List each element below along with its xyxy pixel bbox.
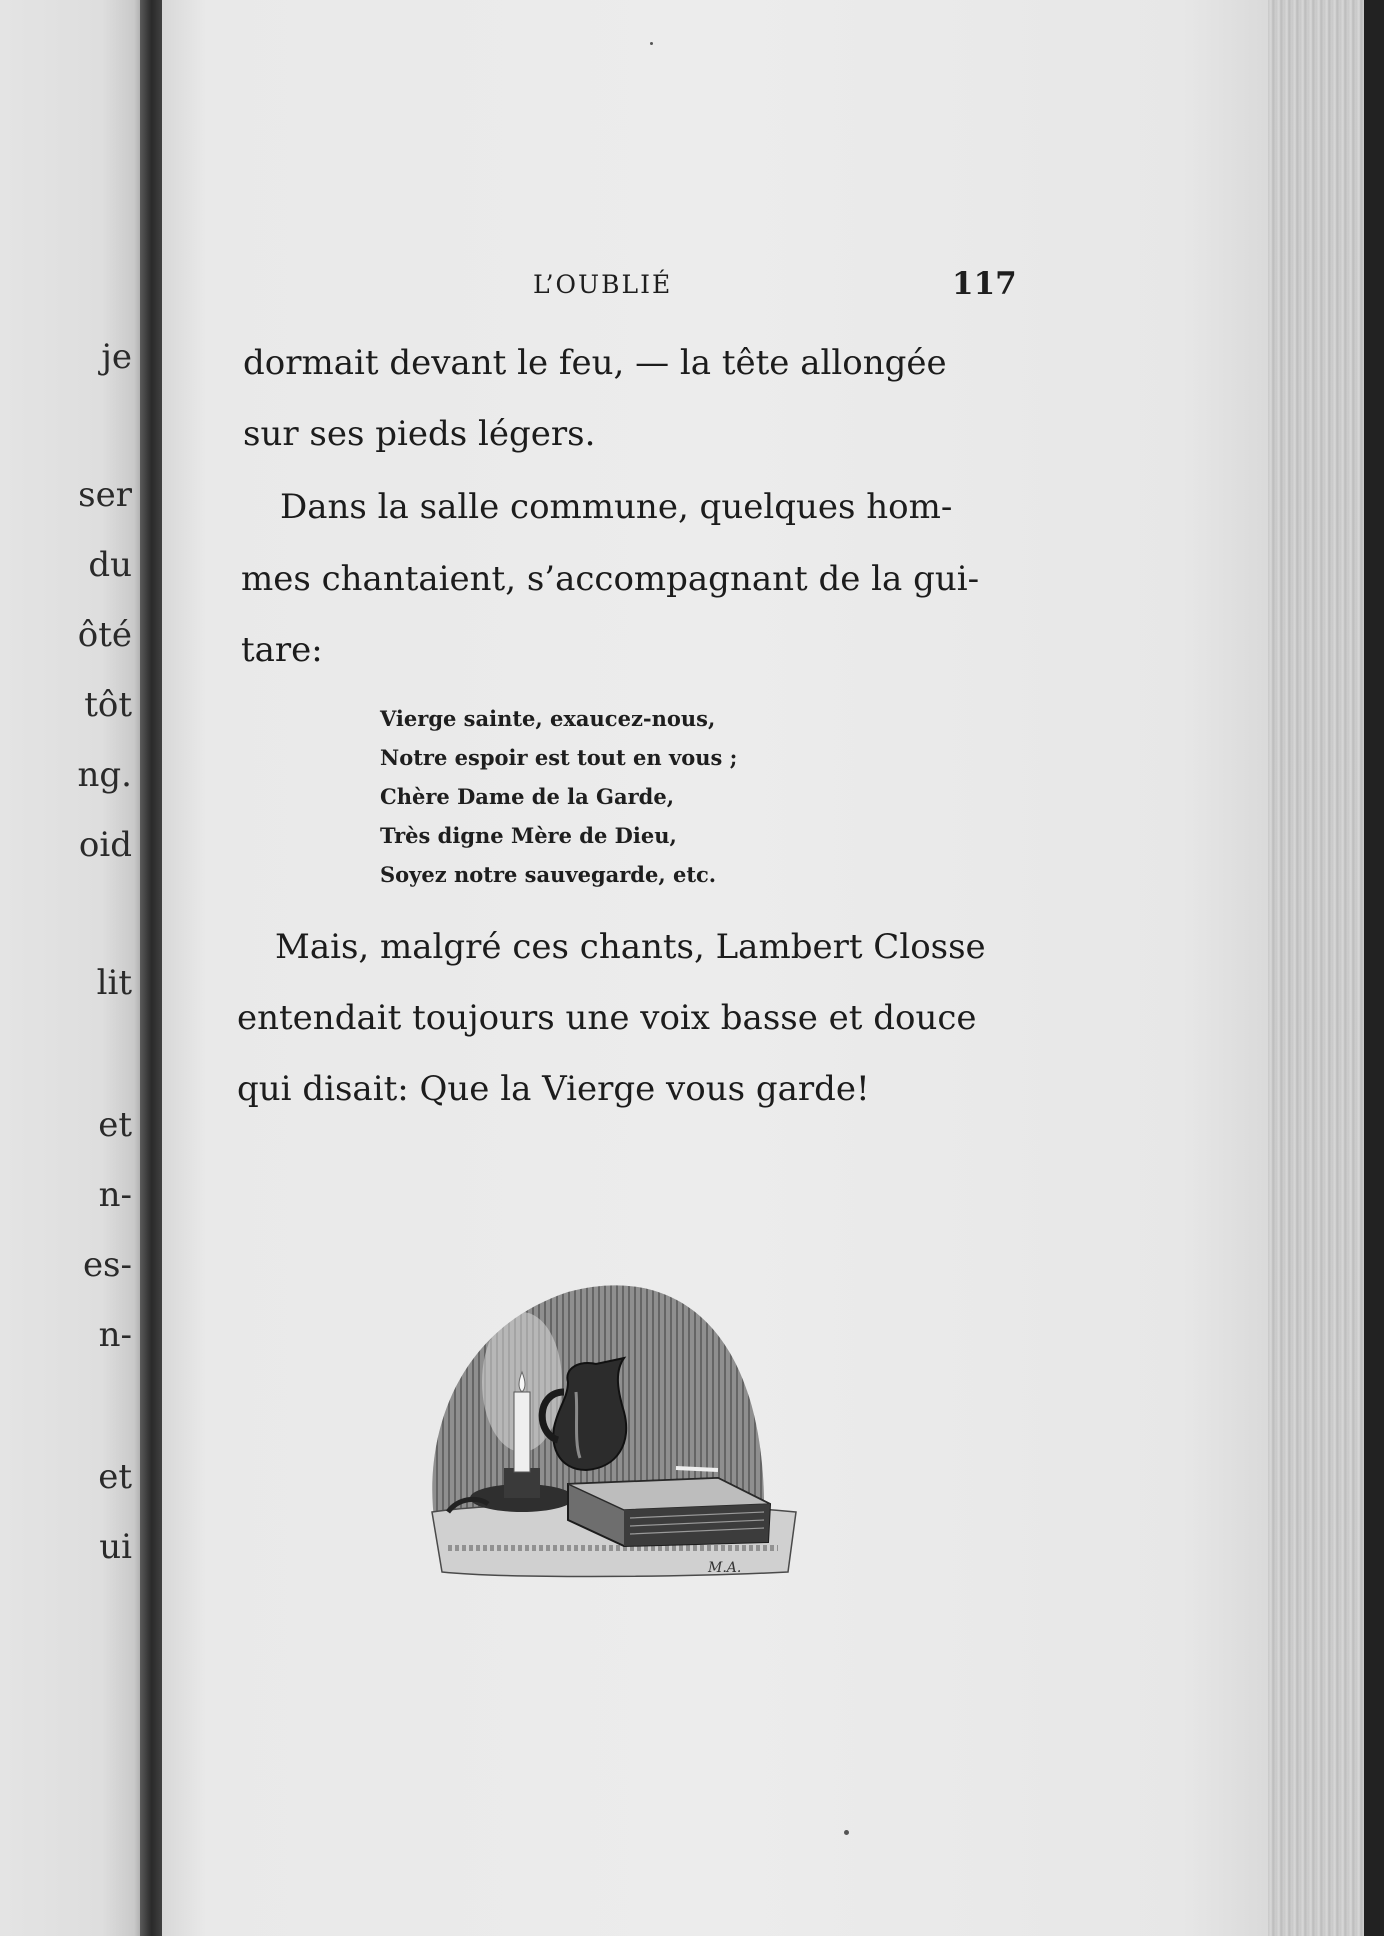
paragraph-1-line: dormait devant le feu, — la tête allongée (243, 343, 947, 383)
paragraph-2-line: tare: (241, 630, 323, 670)
scan-speck (844, 1830, 849, 1835)
paragraph-1-line: sur ses pieds légers. (243, 414, 596, 454)
previous-page-line: je (101, 337, 132, 377)
previous-page-line: ôté (77, 615, 132, 655)
verse-line: Chère Dame de la Garde, (380, 784, 674, 809)
verse-line: Vierge sainte, exaucez-nous, (380, 706, 716, 731)
illustration-signature: M.A. (708, 1560, 742, 1576)
page-117 (162, 0, 1272, 1936)
previous-page-line: ser (78, 475, 132, 515)
page-edges (1268, 0, 1384, 1936)
previous-page-line: et (98, 1457, 132, 1497)
paragraph-3-line: entendait toujours une voix basse et douce (237, 998, 977, 1038)
paragraph-2-line: Dans la salle commune, quelques hom- (280, 487, 953, 527)
verse-line: Très digne Mère de Dieu, (380, 823, 677, 848)
paragraph-3-line: qui disait: Que la Vierge vous garde! (237, 1069, 870, 1109)
page-number: 117 (952, 266, 1017, 302)
previous-page-line: n- (98, 1315, 132, 1355)
previous-page-line: ui (99, 1527, 132, 1567)
previous-page (0, 0, 146, 1936)
still-life-vignette (418, 1272, 798, 1588)
previous-page-line: n- (98, 1175, 132, 1215)
previous-page-line: lit (96, 963, 132, 1003)
previous-page-line: es- (82, 1245, 132, 1285)
previous-page-line: du (88, 545, 132, 585)
verse-line: Notre espoir est tout en vous ; (380, 745, 738, 770)
verse-line: Soyez notre sauvegarde, etc. (380, 862, 717, 887)
previous-page-line: ng. (77, 755, 132, 795)
paragraph-2-line: mes chantaient, s’accompagnant de la gui- (241, 559, 980, 599)
previous-page-line: tôt (84, 685, 132, 725)
previous-page-line: et (98, 1105, 132, 1145)
previous-page-line: oid (78, 825, 132, 865)
running-head: L’OUBLIÉ (533, 270, 673, 299)
paragraph-3-line: Mais, malgré ces chants, Lambert Closse (275, 927, 986, 967)
scan-speck (650, 42, 653, 45)
